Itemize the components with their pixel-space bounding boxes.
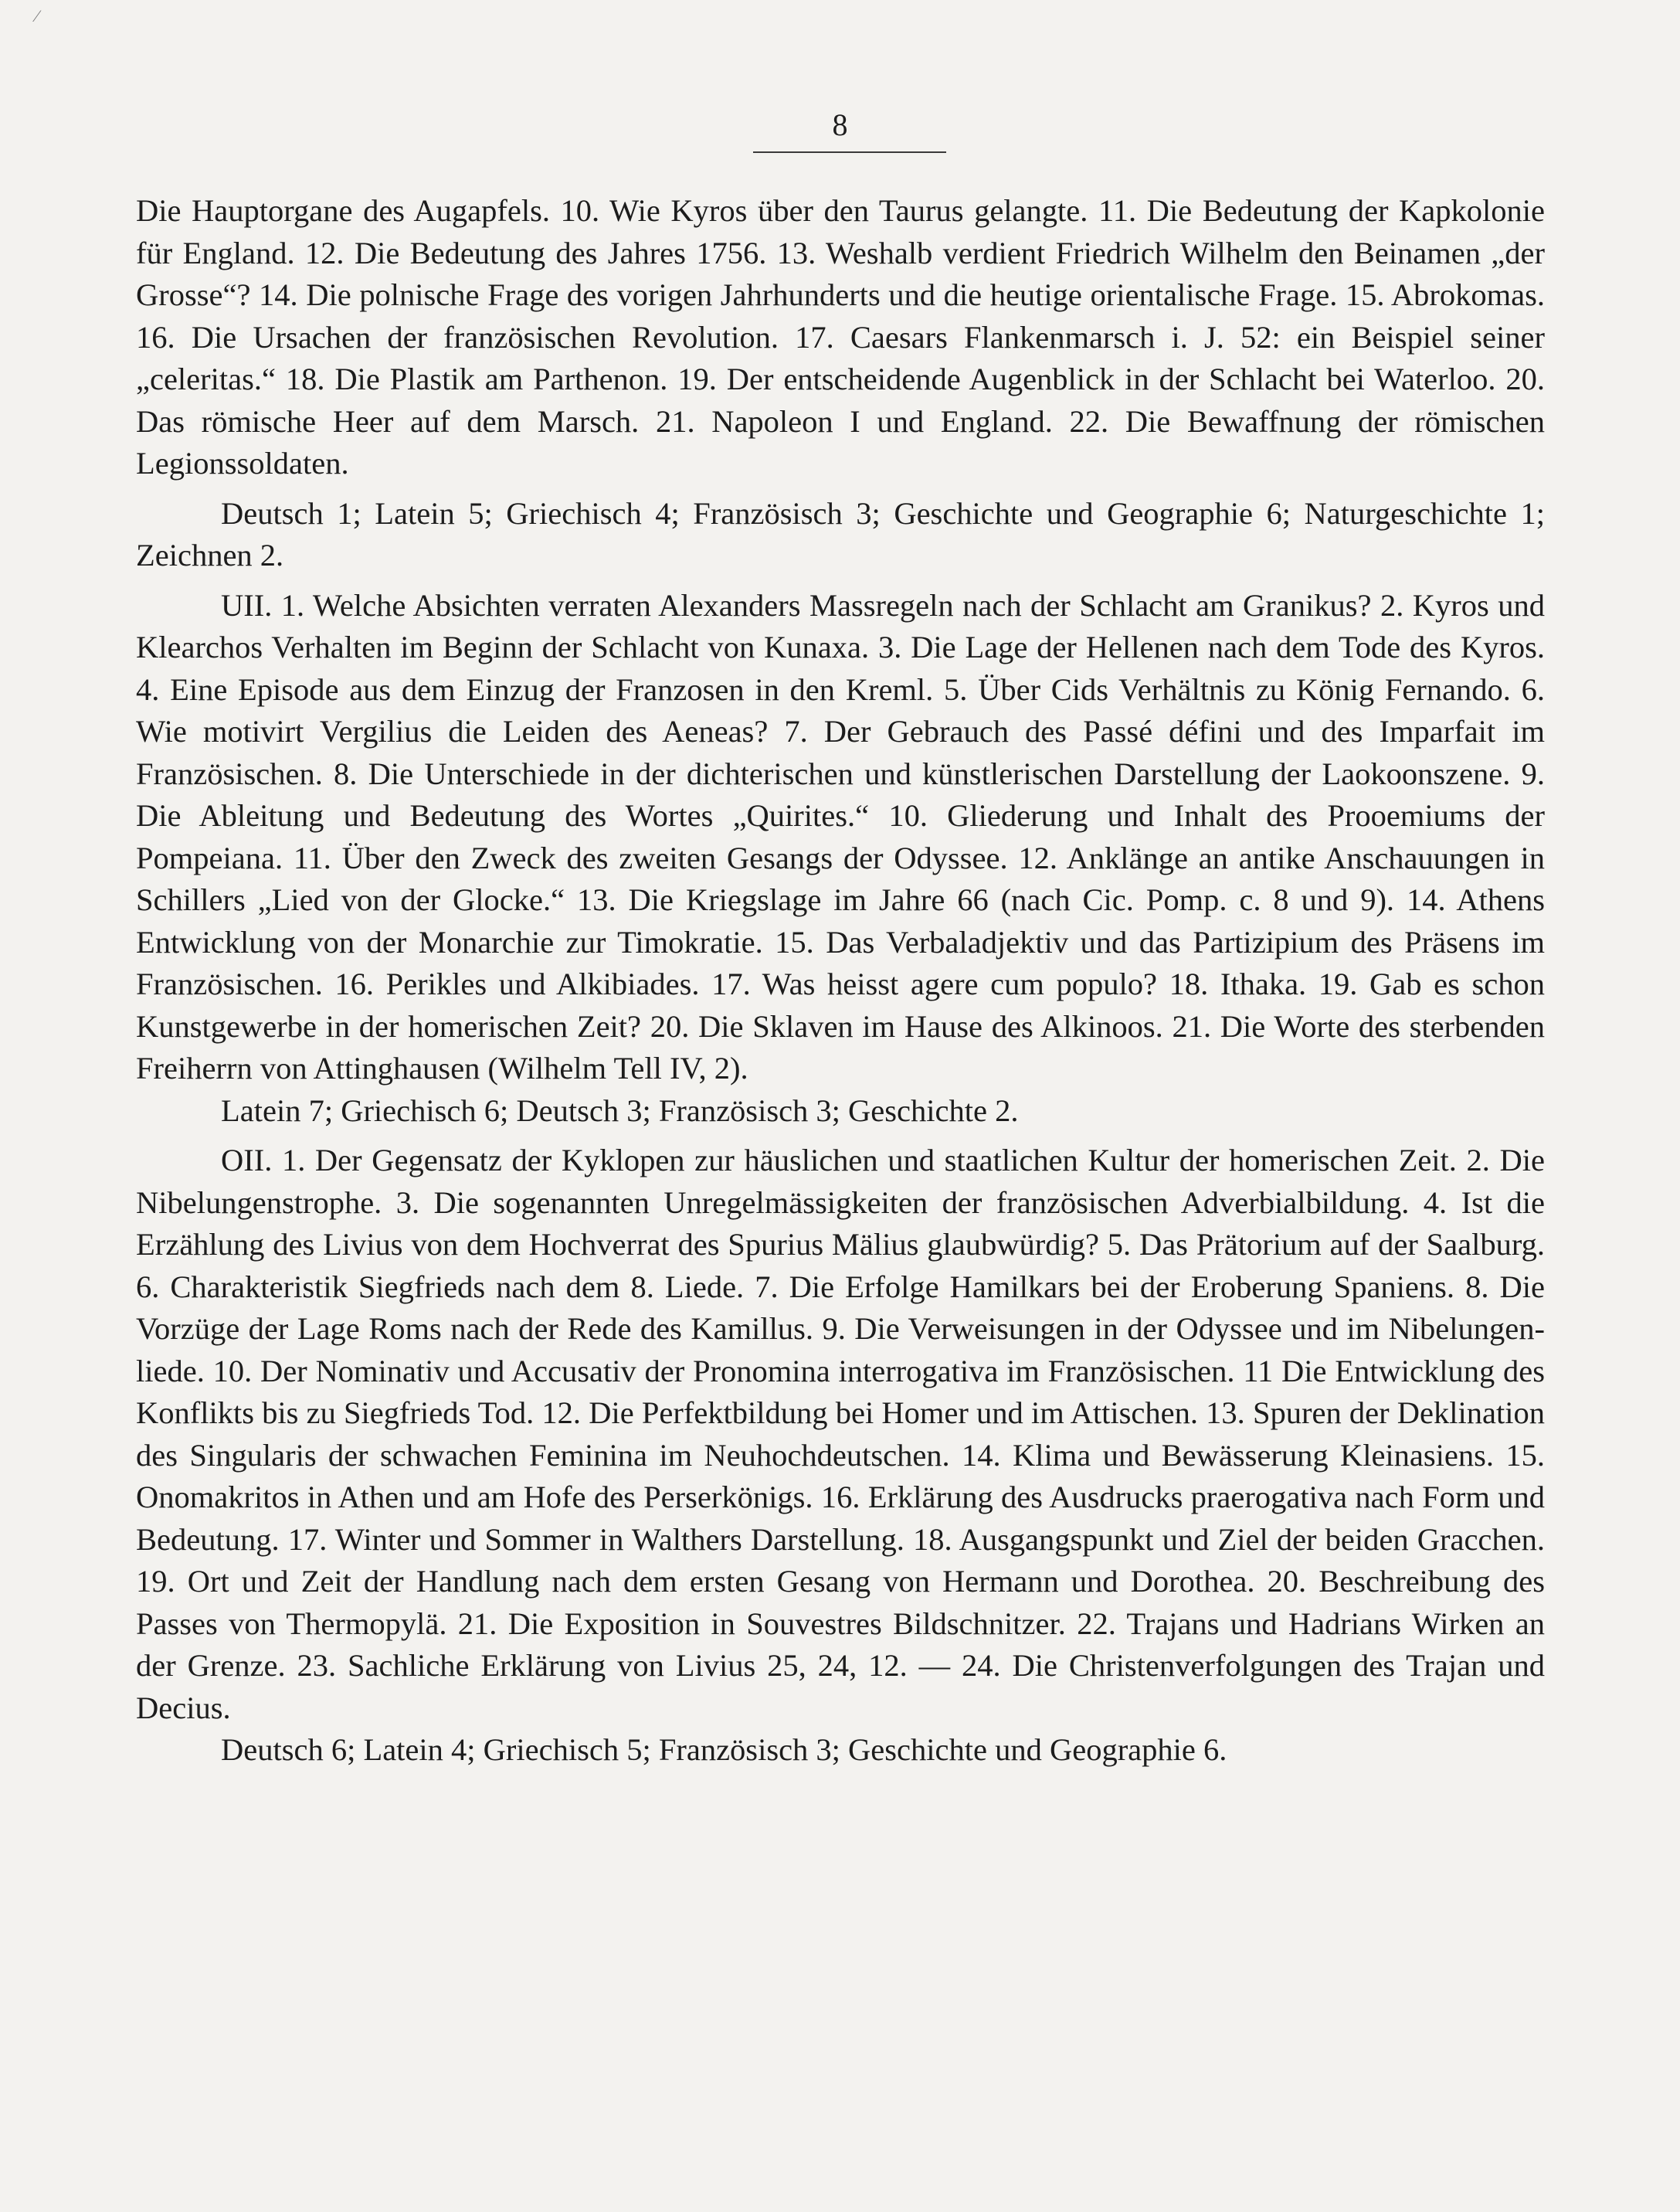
paragraph-hours-oii: Deutsch 6; Latein 4; Griechisch 5; Französisch 3; Geschichte und Geographie 6. xyxy=(221,1732,1227,1767)
page-number-rule xyxy=(753,151,946,153)
paragraph-topics-oii: OII. 1. Der Gegensatz der Kyklopen zur häuslichen und staatlichen Kultur der homerischen Zeit. 2. Die Nibelungenstrophe. 3. Die sogenannten Unregelmässigkeiten der französischen Adverbialbildung. 4. Ist die Erzählung des Livius von dem Hochverrat des Spurius Mälius glaubwürdig? 5. Das Prätorium auf der Saalburg. 6. Charakteristik Siegfrieds nach dem 8. Liede. 7. Die Erfolge Hamilkars bei der Eroberung Spaniens. 8. Die Vorzüge der Lage Roms nach der Rede des Kamillus. 9. Die Verweisungen in der Odyssee und im Nibelungenliede. 10. Der Nominativ und Accusativ der Pronomina interrogativa im Französischen. 11 Die Entwicklung des Konflikts bis zu Siegfrieds Tod. 12. Die Perfektbildung bei Homer und im Attischen. 13. Spuren der Deklination des Singularis der schwachen Feminina im Neuhochdeutschen. 14. Klima und Bewässerung Kleinasiens. 15. Onomakritos in Athen und am Hofe des Perserkönigs. 16. Erklärung des Ausdrucks praerogativa nach Form und Bedeutung. 17. Winter und Sommer in Walthers Darstellung. 18. Ausgangspunkt und Ziel der beiden Gracchen. 19. Ort und Zeit der Handlung nach dem ersten Gesang von Hermann und Dorothea. 20. Beschreibung des Passes von Thermopylä. 21. Die Exposition in Souvestres Bildschnitzer. 22. Trajans und Hadrians Wirken an der Grenze. 23. Sachliche Erklärung von Livius 25, 24, 12. — 24. Die Christenverfolgungen des Trajan und Decius. xyxy=(136,1143,1545,1725)
paragraph-topics-continued: Die Hauptorgane des Augapfels. 10. Wie Kyros über den Taurus gelangte. 11. Die Bedeutung der Kapkolonie für England. 12. Die Bedeutung des Jahres 1756. 13. Weshalb verdient Friedrich Wilhelm den Beinamen „der Grosse“? 14. Die polnische Frage des vorigen Jahrhunderts und die heutige orientalische Frage. 15. Abrokomas. 16. Die Ursachen der französischen Revolution. 17. Caesars Flankenmarsch i. J. 52: ein Beispiel seiner „celeritas.“ 18. Die Plastik am Parthenon. 19. Der entscheidende Augenblick in der Schlacht bei Waterloo. 20. Das römische Heer auf dem Marsch. 21. Napoleon I und England. 22. Die Bewaffnung der römischen Legionssoldaten. xyxy=(136,193,1545,481)
body-text xyxy=(136,190,1545,1772)
stray-pen-mark: ⁄ xyxy=(36,6,39,25)
page-number: 8 xyxy=(832,107,848,142)
paragraph-hours-uii: Latein 7; Griechisch 6; Deutsch 3; Französisch 3; Geschichte 2. xyxy=(221,1092,1019,1128)
paragraph-hours-oiii: Deutsch 1; Latein 5; Griechisch 4; Französisch 3; Geschichte und Geographie 6; Naturgeschichte 1; Zeichnen 2. xyxy=(136,495,1545,573)
paragraph-topics-uii: UII. 1. Welche Absichten verraten Alexanders Massregeln nach der Schlacht am Granikus? 2. Kyros und Klearchos Verhalten im Beginn der Schlacht von Kunaxa. 3. Die Lage der Hellenen nach dem Tode des Kyros. 4. Eine Episode aus dem Einzug der Franzosen in den Kreml. 5. Über Cids Verhältnis zu König Fernando. 6. Wie motivirt Vergilius die Leiden des Aeneas? 7. Der Gebrauch des Passé défini und des Imparfait im Französischen. 8. Die Unterschiede in der dichterischen und künstlerischen Darstellung der Laokoonszene. 9. Die Ableitung und Bedeutung des Wortes „Quirites.“ 10. Gliederung und Inhalt des Prooemiums der Pompeiana. 11. Über den Zweck des zweiten Gesangs der Odyssee. 12. Anklänge an antike Anschauungen in Schillers „Lied von der Glocke.“ 13. Die Kriegslage im Jahre 66 (nach Cic. Pomp. c. 8 und 9). 14. Athens Entwicklung von der Monarchie zur Timokratie. 15. Das Verbaladjektiv und das Partizipium des Präsens im Französischen. 16. Perikles und Alkibiades. 17. Was heisst agere cum populo? 18. Ithaka. 19. Gab es schon Kunstgewerbe in der homerischen Zeit? 20. Die Sklaven im Hause des Alkinoos. 21. Die Worte des sterbenden Freiherrn von Attinghausen (Wilhelm Tell IV, 2). xyxy=(136,587,1545,1086)
